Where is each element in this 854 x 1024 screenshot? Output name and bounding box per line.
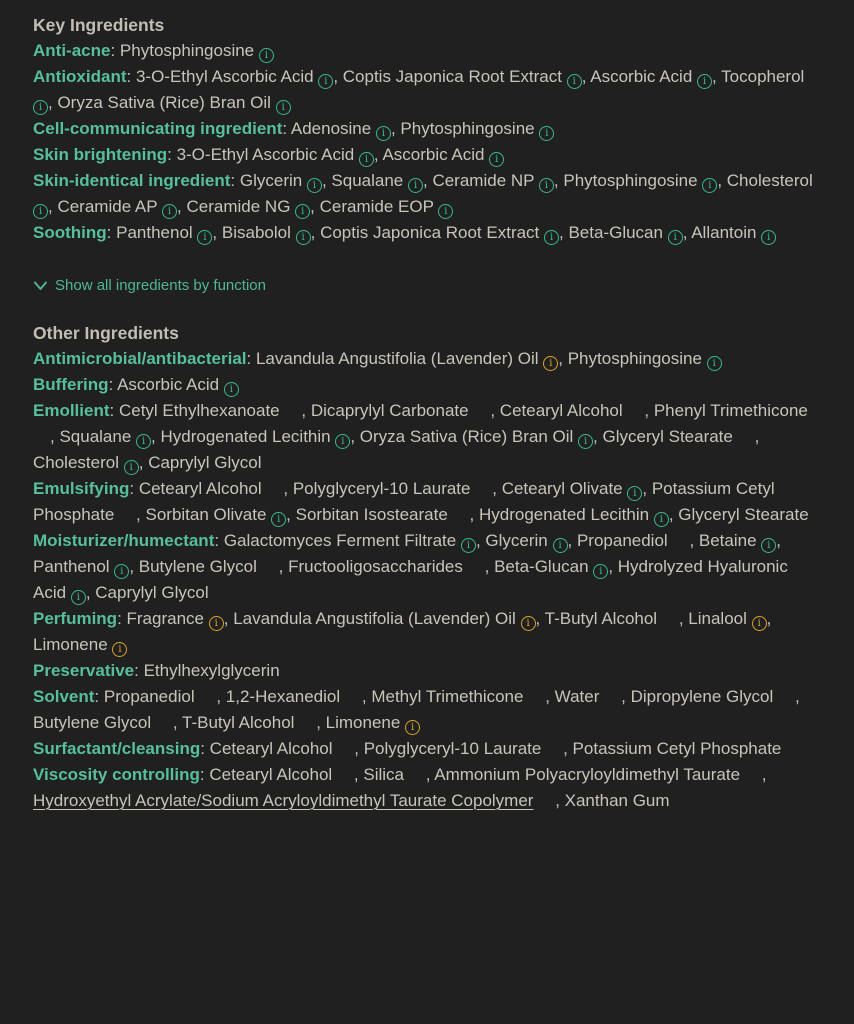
show-all-ingredients-link[interactable] bbox=[33, 276, 266, 296]
function-label: Antimicrobial/antibacterial bbox=[33, 349, 247, 368]
ingredient-link[interactable]: Polyglyceryl-10 Laurate bbox=[292, 479, 471, 498]
icon-placeholder bbox=[33, 441, 50, 442]
info-icon[interactable]: i bbox=[136, 434, 151, 449]
info-icon[interactable]: i bbox=[697, 74, 712, 89]
icon-placeholder bbox=[468, 571, 485, 572]
ingredient-link[interactable]: Ceramide NG bbox=[186, 197, 291, 216]
ingredient-link[interactable]: Glycerin bbox=[239, 171, 303, 190]
info-icon[interactable]: i bbox=[71, 590, 86, 605]
ingredient-link[interactable]: Limonene bbox=[33, 635, 108, 654]
ingredient-link[interactable]: Ascorbic Acid bbox=[590, 67, 693, 86]
icon-placeholder bbox=[627, 415, 644, 416]
function-label: Antioxidant bbox=[33, 67, 127, 86]
info-icon[interactable]: i bbox=[593, 564, 608, 579]
function-row bbox=[33, 38, 821, 64]
info-icon[interactable]: i bbox=[124, 460, 139, 475]
ingredient-link[interactable]: Cetearyl Olivate bbox=[501, 479, 623, 498]
ingredient-link[interactable]: Cetearyl Alcohol bbox=[499, 401, 623, 420]
icon-placeholder bbox=[453, 519, 470, 520]
info-icon[interactable]: i bbox=[112, 642, 127, 657]
info-icon[interactable]: i bbox=[197, 230, 212, 245]
ingredient-link[interactable]: Oryza Sativa (Rice) Bran Oil bbox=[57, 93, 271, 112]
function-label: Cell-communicating ingredient bbox=[33, 119, 283, 138]
ingredient-link[interactable]: Glyceryl Stearate bbox=[678, 505, 809, 524]
ingredient-link[interactable]: Ascorbic Acid bbox=[117, 375, 220, 394]
ingredient-link[interactable]: T-Butyl Alcohol bbox=[182, 713, 295, 732]
icon-placeholder bbox=[284, 415, 301, 416]
info-icon[interactable]: i bbox=[33, 100, 48, 115]
function-label: Buffering bbox=[33, 375, 109, 394]
info-icon[interactable]: i bbox=[539, 178, 554, 193]
ingredient-link[interactable]: Galactomyces Ferment Filtrate bbox=[223, 531, 457, 550]
info-icon[interactable]: i bbox=[408, 178, 423, 193]
ingredient-link[interactable]: Water bbox=[554, 687, 600, 706]
info-icon[interactable]: i bbox=[271, 512, 286, 527]
info-icon[interactable]: i bbox=[668, 230, 683, 245]
info-icon[interactable]: i bbox=[461, 538, 476, 553]
function-label-colon: : bbox=[282, 119, 291, 138]
other-ingredients-list bbox=[33, 346, 821, 814]
icon-placeholder bbox=[409, 779, 426, 780]
ingredient-link[interactable]: Propanediol bbox=[576, 531, 668, 550]
function-row: Emulsifying: Cetearyl Alcohol , Polyglyceryl-10 Laurate , Cetearyl Olivate i , Potassium Cetyl Phosphate , Sorbitan Olivate i , Sorbitan Isostearate , Hydrogenated Lecithin i , Glyceryl Stearate bbox=[33, 479, 809, 525]
info-icon[interactable]: i bbox=[162, 204, 177, 219]
ingredient-link[interactable]: Hydrogenated Lecithin bbox=[478, 505, 650, 524]
function-row: Cell-communicating ingredient: Adenosine i , Phytosphingosine i bbox=[33, 116, 821, 142]
ingredient-link[interactable]: Potassium Cetyl Phosphate bbox=[572, 739, 782, 758]
icon-placeholder bbox=[475, 493, 492, 494]
ingredient-link[interactable]: Limonene bbox=[325, 713, 401, 732]
info-icon[interactable]: i bbox=[209, 616, 224, 631]
info-icon[interactable]: i bbox=[295, 204, 310, 219]
ingredient-link[interactable]: Linalool bbox=[688, 609, 747, 628]
key-ingredients-list bbox=[33, 38, 821, 246]
icon-placeholder bbox=[778, 701, 795, 702]
info-icon[interactable]: i bbox=[296, 230, 311, 245]
function-label: Emollient bbox=[33, 401, 110, 420]
ingredient-link[interactable]: Cetearyl Alcohol bbox=[209, 765, 333, 784]
info-icon[interactable]: i bbox=[376, 126, 391, 141]
ingredient-link[interactable]: Hydrolyzed Hyaluronic Acid bbox=[33, 557, 788, 602]
ingredient-link[interactable]: Butylene Glycol bbox=[138, 557, 257, 576]
icon-placeholder bbox=[672, 545, 689, 546]
info-icon[interactable]: i bbox=[224, 382, 239, 397]
ingredient-link[interactable]: Propanediol bbox=[103, 687, 195, 706]
function-label-colon: : bbox=[200, 739, 210, 758]
info-icon[interactable]: i bbox=[259, 48, 274, 63]
function-row: Perfuming: Fragrance i , Lavandula Angustifolia (Lavender) Oil i , T-Butyl Alcohol , Linalool i , Limonene i bbox=[33, 609, 772, 655]
icon-placeholder bbox=[266, 493, 283, 494]
info-icon[interactable]: i bbox=[114, 564, 129, 579]
ingredient-link[interactable]: T-Butyl Alcohol bbox=[544, 609, 658, 628]
info-icon[interactable]: i bbox=[627, 486, 642, 501]
ingredient-link[interactable]: 3-O-Ethyl Ascorbic Acid bbox=[176, 145, 355, 164]
info-icon[interactable]: i bbox=[567, 74, 582, 89]
ingredient-link[interactable]: Cetearyl Alcohol bbox=[138, 479, 262, 498]
function-row: Skin-identical ingredient: Glycerin i , Squalane i , Ceramide NP i , Phytosphingosine i , Cholesterol i , Ceramide AP i , Ceramide NG i , Ceramide EOP i bbox=[33, 171, 813, 217]
ingredient-link[interactable]: Coptis Japonica Root Extract bbox=[342, 67, 562, 86]
ingredient-link[interactable]: Butylene Glycol bbox=[33, 713, 152, 732]
ingredient-link[interactable]: Lavandula Angustifolia (Lavender) Oil bbox=[255, 349, 539, 368]
ingredient-link[interactable]: Panthenol bbox=[116, 223, 193, 242]
ingredient-link[interactable]: Oryza Sativa (Rice) Bran Oil bbox=[359, 427, 574, 446]
info-icon[interactable]: i bbox=[318, 74, 333, 89]
function-label: Surfactant/cleansing bbox=[33, 739, 201, 758]
ingredient-link[interactable]: Squalane bbox=[59, 427, 132, 446]
ingredient-link[interactable]: Cetyl Ethylhexanoate bbox=[118, 401, 280, 420]
function-row: Skin brightening: 3-O-Ethyl Ascorbic Acid i , Ascorbic Acid i bbox=[33, 142, 821, 168]
function-label: Soothing bbox=[33, 223, 107, 242]
icon-placeholder bbox=[546, 753, 563, 754]
icon-placeholder bbox=[662, 623, 679, 624]
ingredient-link[interactable]: Hydroxyethyl Acrylate/Sodium Acryloyldimethyl Taurate Copolymer bbox=[33, 791, 534, 810]
ingredient-link[interactable]: Coptis Japonica Root Extract bbox=[320, 223, 540, 242]
icon-placeholder bbox=[156, 727, 173, 728]
ingredient-link[interactable]: 3-O-Ethyl Ascorbic Acid bbox=[135, 67, 314, 86]
info-icon[interactable]: i bbox=[489, 152, 504, 167]
ingredient-link[interactable]: Cholesterol bbox=[33, 453, 119, 472]
ingredient-link[interactable]: Fructooligosaccharides bbox=[288, 557, 463, 576]
function-label: Perfuming bbox=[33, 609, 118, 628]
icon-placeholder bbox=[528, 701, 545, 702]
ingredient-link[interactable]: Glyceryl Stearate bbox=[602, 427, 733, 446]
function-label-colon: : bbox=[106, 223, 117, 242]
ingredient-link[interactable]: Bisabolol bbox=[221, 223, 291, 242]
info-icon[interactable]: i bbox=[543, 356, 558, 371]
ingredient-link[interactable]: Ceramide AP bbox=[57, 197, 158, 216]
function-row bbox=[33, 658, 821, 684]
info-icon[interactable]: i bbox=[553, 538, 568, 553]
function-label-colon: : bbox=[108, 375, 118, 394]
icon-placeholder bbox=[337, 753, 354, 754]
ingredient-link[interactable]: Cetearyl Alcohol bbox=[209, 739, 333, 758]
ingredient-link[interactable]: Ascorbic Acid bbox=[382, 145, 485, 164]
function-label-colon: : bbox=[199, 765, 210, 784]
ingredient-link[interactable]: Methyl Trimethicone bbox=[371, 687, 524, 706]
ingredient-link[interactable]: Phytosphingosine bbox=[119, 41, 255, 60]
ingredient-link[interactable]: Cholesterol bbox=[726, 171, 813, 190]
function-label-colon: : bbox=[214, 531, 224, 550]
info-icon[interactable]: i bbox=[654, 512, 669, 527]
function-label-colon: : bbox=[109, 401, 119, 420]
other-ingredients-heading: Other Ingredients bbox=[33, 323, 179, 343]
function-label: Skin-identical ingredient bbox=[33, 171, 231, 190]
icon-placeholder bbox=[337, 779, 354, 780]
info-icon[interactable]: i bbox=[276, 100, 291, 115]
ingredient-link[interactable]: Tocopherol bbox=[721, 67, 805, 86]
ingredient-link[interactable]: Phytosphingosine bbox=[567, 349, 702, 368]
function-label-colon: : bbox=[167, 145, 177, 164]
info-icon[interactable]: i bbox=[335, 434, 350, 449]
icon-placeholder bbox=[473, 415, 490, 416]
function-row: Antioxidant: 3-O-Ethyl Ascorbic Acid i , Coptis Japonica Root Extract i , Ascorbic Acid i , Tocopherol i , Oryza Sativa (Rice) Bran Oil i bbox=[33, 67, 805, 113]
icon-placeholder bbox=[738, 441, 755, 442]
info-icon[interactable]: i bbox=[578, 434, 593, 449]
ingredient-link[interactable]: Potassium Cetyl Phosphate bbox=[33, 479, 775, 524]
function-row: Soothing: Panthenol i , Bisabolol i , Coptis Japonica Root Extract i , Beta-Glucan i , Allantoin i bbox=[33, 220, 821, 246]
function-label-colon: : bbox=[134, 661, 144, 680]
ingredient-link[interactable]: Xanthan Gum bbox=[564, 791, 670, 810]
ingredient-link[interactable]: Ethylhexylglycerin bbox=[143, 661, 280, 680]
ingredient-link[interactable]: Silica bbox=[363, 765, 404, 784]
function-label: Anti-acne bbox=[33, 41, 111, 60]
ingredient-link[interactable]: Beta-Glucan bbox=[494, 557, 589, 576]
function-label-colon: : bbox=[110, 41, 120, 60]
function-label-colon: : bbox=[117, 609, 127, 628]
info-icon[interactable]: i bbox=[707, 356, 722, 371]
ingredient-link[interactable]: Betaine bbox=[698, 531, 757, 550]
function-row: Solvent: Propanediol , 1,2-Hexanediol , Methyl Trimethicone , Water , Dipropylene Glycol , Butylene Glycol , T-Butyl Alcohol , Limonene i bbox=[33, 687, 800, 733]
function-label-colon: : bbox=[129, 479, 139, 498]
function-row: Moisturizer/humectant: Galactomyces Ferment Filtrate i , Glycerin i , Propanediol , Betaine i , Panthenol i , Butylene Glycol , Fructooligosaccharides , Beta-Glucan i , Hydrolyzed Hyaluronic Acid i , Caprylyl Glycol bbox=[33, 531, 788, 603]
function-row: Antimicrobial/antibacterial: Lavandula Angustifolia (Lavender) Oil i , Phytosphingosine i bbox=[33, 346, 821, 372]
ingredient-link[interactable]: 1,2-Hexanediol bbox=[225, 687, 341, 706]
info-icon[interactable]: i bbox=[761, 230, 776, 245]
ingredient-link[interactable]: Polyglyceryl-10 Laurate bbox=[363, 739, 542, 758]
icon-placeholder bbox=[538, 805, 555, 806]
icon-placeholder bbox=[299, 727, 316, 728]
icon-placeholder bbox=[262, 571, 279, 572]
ingredient-link[interactable]: Phytosphingosine bbox=[563, 171, 698, 190]
info-icon[interactable]: i bbox=[33, 204, 48, 219]
function-label: Emulsifying bbox=[33, 479, 130, 498]
function-label: Viscosity controlling bbox=[33, 765, 200, 784]
icon-placeholder bbox=[745, 779, 762, 780]
ingredient-link[interactable]: Ceramide EOP bbox=[319, 197, 434, 216]
show-all-link-label: Show all ingredients by function bbox=[55, 277, 266, 294]
ingredient-link[interactable]: Allantoin bbox=[691, 223, 757, 242]
ingredient-link[interactable]: Hydrogenated Lecithin bbox=[160, 427, 331, 446]
function-row: Surfactant/cleansing: Cetearyl Alcohol , Polyglyceryl-10 Laurate , Potassium Cetyl Phosphate bbox=[33, 739, 782, 758]
icon-placeholder bbox=[119, 519, 136, 520]
ingredient-link[interactable]: Lavandula Angustifolia (Lavender) Oil bbox=[233, 609, 516, 628]
key-ingredients-heading: Key Ingredients bbox=[33, 15, 165, 35]
function-label: Skin brightening bbox=[33, 145, 168, 164]
ingredient-link[interactable]: Adenosine bbox=[290, 119, 372, 138]
info-icon[interactable]: i bbox=[521, 616, 536, 631]
info-icon[interactable]: i bbox=[544, 230, 559, 245]
ingredient-link[interactable]: Dicaprylyl Carbonate bbox=[310, 401, 469, 420]
function-label-colon: : bbox=[126, 67, 136, 86]
ingredient-link[interactable]: Phenyl Trimethicone bbox=[653, 401, 808, 420]
info-icon[interactable]: i bbox=[761, 538, 776, 553]
function-label-colon: : bbox=[94, 687, 104, 706]
ingredient-link[interactable]: Ceramide NP bbox=[432, 171, 535, 190]
icon-placeholder bbox=[199, 701, 216, 702]
icon-placeholder bbox=[604, 701, 621, 702]
ingredient-link[interactable]: Fragrance bbox=[126, 609, 204, 628]
ingredient-link[interactable]: Glycerin bbox=[485, 531, 548, 550]
ingredient-link[interactable]: Dipropylene Glycol bbox=[630, 687, 774, 706]
ingredient-link[interactable]: Sorbitan Isostearate bbox=[295, 505, 448, 524]
function-label: Moisturizer/humectant bbox=[33, 531, 215, 550]
info-icon[interactable]: i bbox=[702, 178, 717, 193]
ingredient-link[interactable]: Panthenol bbox=[33, 557, 110, 576]
icon-placeholder bbox=[345, 701, 362, 702]
ingredient-link[interactable]: Beta-Glucan bbox=[568, 223, 663, 242]
ingredient-link[interactable]: Caprylyl Glycol bbox=[148, 453, 262, 472]
ingredient-link[interactable]: Caprylyl Glycol bbox=[95, 583, 209, 602]
function-label: Solvent bbox=[33, 687, 95, 706]
function-label-colon: : bbox=[230, 171, 240, 190]
info-icon[interactable]: i bbox=[752, 616, 767, 631]
info-icon[interactable]: i bbox=[307, 178, 322, 193]
info-icon[interactable]: i bbox=[438, 204, 453, 219]
ingredient-link[interactable]: Sorbitan Olivate bbox=[145, 505, 267, 524]
ingredient-link[interactable]: Phytosphingosine bbox=[400, 119, 535, 138]
function-label: Preservative bbox=[33, 661, 135, 680]
function-row: Emollient: Cetyl Ethylhexanoate , Dicaprylyl Carbonate , Cetearyl Alcohol , Phenyl Trimethicone , Squalane i , Hydrogenated Lecithin i , Oryza Sativa (Rice) Bran Oil i , Glyceryl Stearate , Cholesterol i , Caprylyl Glycol bbox=[33, 401, 808, 473]
info-icon[interactable]: i bbox=[539, 126, 554, 141]
function-label-colon: : bbox=[246, 349, 256, 368]
chevron-down-icon bbox=[33, 280, 48, 292]
function-row bbox=[33, 372, 821, 398]
ingredient-link[interactable]: Ammonium Polyacryloyldimethyl Taurate bbox=[434, 765, 741, 784]
ingredient-link[interactable]: Squalane bbox=[331, 171, 404, 190]
function-row: Viscosity controlling: Cetearyl Alcohol , Silica , Ammonium Polyacryloyldimethyl Taurate , Hydroxyethyl Acrylate/Sodium Acryloyldimethyl Taurate Copolymer , Xanthan Gum bbox=[33, 765, 767, 810]
info-icon[interactable]: i bbox=[405, 720, 420, 735]
info-icon[interactable]: i bbox=[359, 152, 374, 167]
